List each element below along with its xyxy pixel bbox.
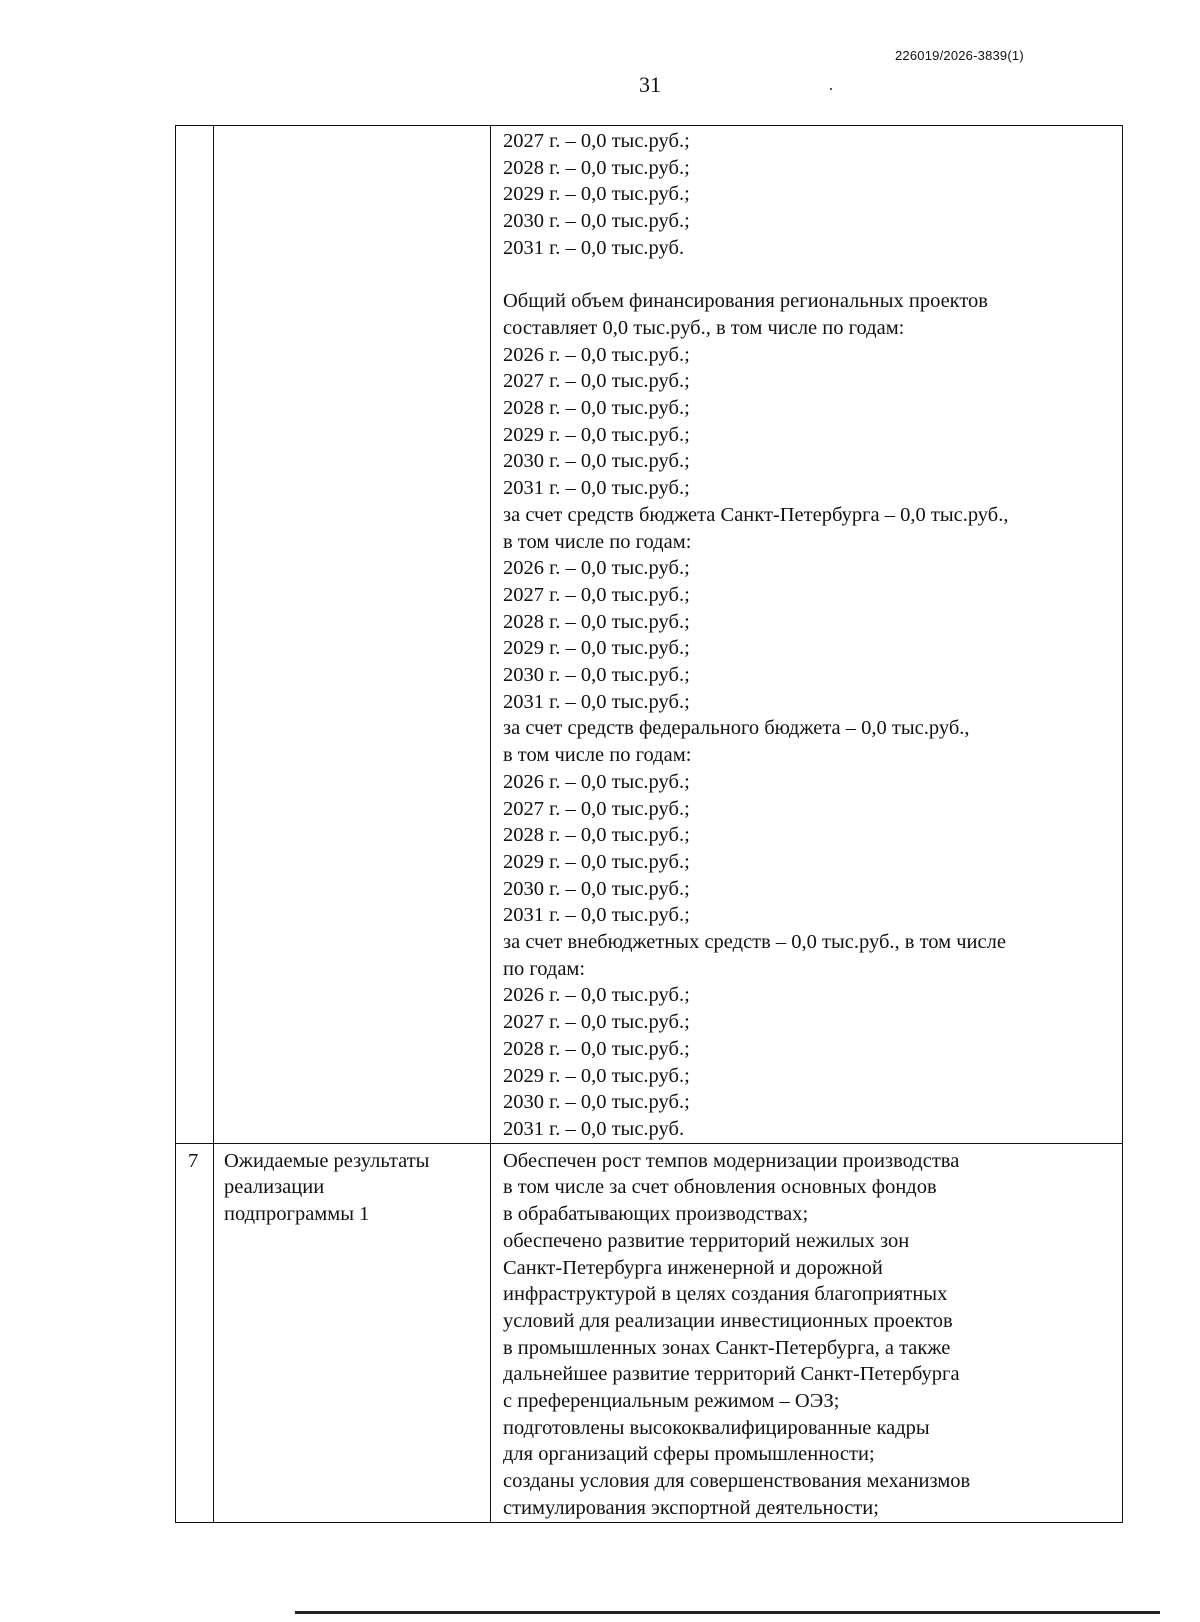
text-line: в том числе за счет обновления основных фондов: [503, 1176, 937, 1199]
row-number: 7: [188, 1149, 199, 1172]
page-number: 31: [639, 72, 661, 97]
text-line: 2029 г. – 0,0 тыс.руб.;: [503, 183, 690, 206]
text-line: с преференциальным режимом – ОЭЗ;: [503, 1390, 840, 1413]
text-line: созданы условия для совершенствования механизмов: [503, 1470, 971, 1493]
funding-lines: [491, 128, 1122, 1143]
text-line: за счет средств федерального бюджета – 0,0 тыс.руб.,: [503, 717, 970, 740]
text-line: подготовлены высококвалифицированные кадры: [503, 1416, 930, 1439]
text-line: 2031 г. – 0,0 тыс.руб.;: [503, 477, 690, 500]
text-line: 2027 г. – 0,0 тыс.руб.;: [503, 370, 690, 393]
text-line: 2028 г. – 0,0 тыс.руб.;: [503, 1037, 690, 1060]
text-line: 2031 г. – 0,0 тыс.руб.;: [503, 904, 690, 927]
program-table: [175, 125, 1123, 1523]
text-line: 2029 г. – 0,0 тыс.руб.;: [503, 850, 690, 873]
row-name-line: реализации: [224, 1176, 325, 1199]
text-line: Обеспечен рост темпов модернизации производства: [503, 1149, 960, 1172]
text-line: 2029 г. – 0,0 тыс.руб.;: [503, 1064, 690, 1087]
blank-line: [491, 262, 1122, 289]
text-line: 2031 г. – 0,0 тыс.руб.: [503, 1118, 685, 1140]
text-line: инфраструктурой в целях создания благоприятных: [503, 1283, 948, 1306]
text-line: 2027 г. – 0,0 тыс.руб.;: [503, 797, 690, 820]
text-line: 2026 г. – 0,0 тыс.руб.;: [503, 557, 690, 580]
text-line: за счет внебюджетных средств – 0,0 тыс.руб., в том числе: [503, 931, 1006, 954]
scan-speck: [830, 88, 832, 90]
row-name: [214, 1144, 490, 1228]
document-id: 226019/2026-3839(1): [895, 48, 1024, 63]
text-line: 2031 г. – 0,0 тыс.руб.;: [503, 690, 690, 713]
text-line: для организаций сферы промышленности;: [503, 1443, 875, 1466]
row-number-cell: [176, 1143, 214, 1522]
text-line: 2030 г. – 0,0 тыс.руб.;: [503, 877, 690, 900]
text-line: в том числе по годам:: [503, 530, 692, 553]
table-row: [176, 126, 1123, 1144]
text-line: 2030 г. – 0,0 тыс.руб.;: [503, 664, 690, 687]
text-line: в том числе по годам:: [503, 744, 692, 767]
text-line: 2026 г. – 0,0 тыс.руб.;: [503, 770, 690, 793]
text-line: 2028 г. – 0,0 тыс.руб.;: [503, 610, 690, 633]
text-line: 2027 г. – 0,0 тыс.руб.;: [503, 1011, 690, 1034]
row-content-cell: [491, 1143, 1123, 1522]
text-line: Санкт-Петербурга инженерной и дорожной: [503, 1256, 883, 1279]
row-name-line: подпрограммы 1: [224, 1203, 370, 1226]
text-line: Общий объем финансирования региональных проектов: [503, 290, 988, 313]
text-line: 2027 г. – 0,0 тыс.руб.;: [503, 583, 690, 606]
bottom-scan-line: [295, 1611, 1160, 1614]
text-line: 2028 г. – 0,0 тыс.руб.;: [503, 397, 690, 420]
text-line: по годам:: [503, 957, 586, 980]
row-content-cell: [491, 126, 1123, 1144]
text-line: 2029 г. – 0,0 тыс.руб.;: [503, 637, 690, 660]
text-line: 2030 г. – 0,0 тыс.руб.;: [503, 210, 690, 233]
row-number-cell: [176, 126, 214, 1144]
text-line: за счет средств бюджета Санкт-Петербурга – 0,0 тыс.руб.,: [503, 503, 1009, 526]
row-name-line: Ожидаемые результаты: [224, 1149, 430, 1172]
text-line: обеспечено развитие территорий нежилых зон: [503, 1229, 910, 1252]
row-name-cell: [214, 126, 491, 1144]
text-line: 2026 г. – 0,0 тыс.руб.;: [503, 343, 690, 366]
row-name-cell: [214, 1143, 491, 1522]
text-line: 2030 г. – 0,0 тыс.руб.;: [503, 1091, 690, 1114]
text-line: 2030 г. – 0,0 тыс.руб.;: [503, 450, 690, 473]
text-line: 2031 г. – 0,0 тыс.руб.: [503, 236, 685, 259]
text-line: составляет 0,0 тыс.руб., в том числе по годам:: [503, 316, 905, 339]
text-line: 2026 г. – 0,0 тыс.руб.;: [503, 984, 690, 1007]
text-line: дальнейшее развитие территорий Санкт-Петербурга: [503, 1363, 960, 1386]
text-line: 2027 г. – 0,0 тыс.руб.;: [503, 130, 690, 152]
text-line: 2028 г. – 0,0 тыс.руб.;: [503, 824, 690, 847]
table-row: [176, 1143, 1123, 1522]
text-line: в обрабатывающих производствах;: [503, 1203, 809, 1226]
text-line: в промышленных зонах Санкт-Петербурга, а также: [503, 1336, 951, 1359]
text-line: стимулирования экспортной деятельности;: [503, 1496, 879, 1519]
text-line: условий для реализации инвестиционных проектов: [503, 1309, 953, 1332]
text-line: 2028 г. – 0,0 тыс.руб.;: [503, 156, 690, 179]
results-lines: [491, 1144, 1122, 1522]
text-line: 2029 г. – 0,0 тыс.руб.;: [503, 423, 690, 446]
